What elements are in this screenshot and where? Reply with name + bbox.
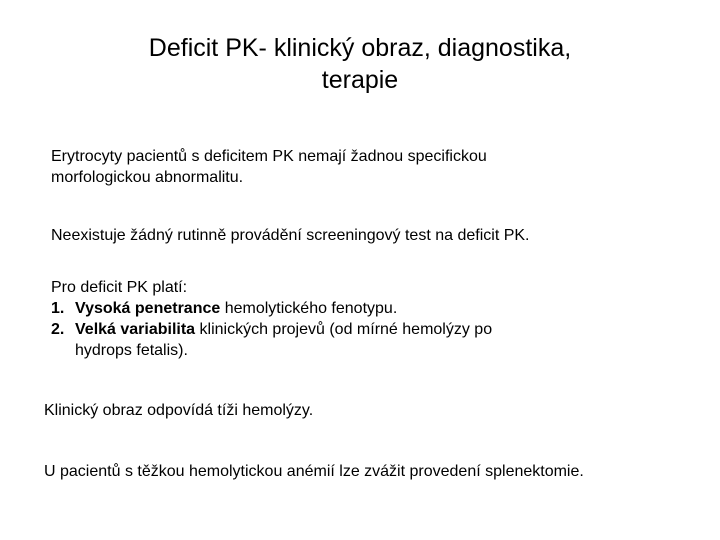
paragraph-clinical-picture-text: Klinický obraz odpovídá tíži hemolýzy. — [44, 402, 314, 419]
paragraph-screening — [51, 225, 691, 246]
list-item — [51, 319, 691, 361]
list-item-continuation: hydrops fetalis). — [75, 342, 188, 359]
list-item-bold-text: Vysoká penetrance — [75, 300, 221, 317]
paragraph-pk-facts — [51, 277, 691, 361]
slide-title — [60, 32, 660, 96]
pk-facts-list — [51, 298, 691, 361]
slide-title-line-2: terapie — [321, 66, 399, 94]
slide-title-line-1: Deficit PK- klinický obraz, diagnostika, — [148, 34, 572, 62]
paragraph-clinical-picture — [44, 400, 684, 421]
list-item-text: hemolytického fenotypu. — [220, 300, 398, 317]
paragraph-morphology-line-2: morfologickou abnormalitu. — [51, 169, 244, 186]
paragraph-splenectomy — [44, 461, 704, 482]
list-item-number: 2. — [51, 321, 65, 338]
paragraph-pk-facts-intro: Pro deficit PK platí: — [51, 279, 188, 296]
list-item-text: klinických projevů (od mírné hemolýzy po — [195, 321, 493, 338]
paragraph-splenectomy-text: U pacientů s těžkou hemolytickou anémií lze zvážit provedení splenektomie. — [44, 463, 584, 480]
paragraph-morphology — [51, 146, 671, 188]
paragraph-screening-text: Neexistuje žádný rutinně provádění screeningový test na deficit PK. — [51, 227, 530, 244]
list-item-bold-text: Velká variabilita — [75, 321, 196, 338]
list-item — [51, 298, 691, 319]
paragraph-morphology-line-1: Erytrocyty pacientů s deficitem PK nemají žadnou specifickou — [51, 148, 487, 165]
list-item-number: 1. — [51, 300, 65, 317]
